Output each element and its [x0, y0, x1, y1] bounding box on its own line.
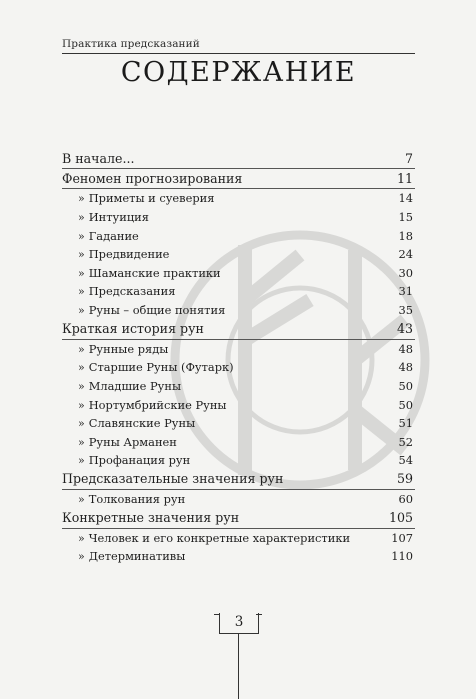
toc-entry-text: Руны Арманен — [88, 434, 177, 449]
toc-entry-text: Толкования рун — [88, 492, 186, 507]
toc-entry-label — [78, 451, 190, 471]
toc-section-entry — [62, 340, 415, 359]
toc-bullet-marker: » — [78, 342, 85, 356]
toc-page-number: 59 — [396, 471, 413, 487]
toc-bullet-marker: » — [78, 248, 85, 262]
toc-page-number: 60 — [398, 492, 413, 507]
toc-page-number: 31 — [398, 284, 413, 299]
toc-entry-text: Рунные ряды — [88, 341, 169, 356]
toc-entry-text: Гадание — [88, 228, 139, 243]
toc-entry-label — [78, 396, 227, 416]
toc-entry-label — [78, 358, 234, 378]
toc-entry-label — [78, 301, 225, 321]
toc-entry-text: Профанация рун — [88, 453, 191, 468]
toc-page-number: 18 — [398, 228, 413, 243]
toc-entry-label — [62, 150, 134, 169]
toc-page-number: 11 — [396, 170, 413, 186]
toc-entry-label — [78, 208, 149, 228]
toc-bullet-marker: » — [78, 266, 85, 280]
toc-bullet-marker: » — [78, 379, 85, 393]
toc-bullet-marker: » — [78, 435, 85, 449]
toc-chapter-entry — [62, 509, 415, 529]
toc-entry-label — [62, 170, 242, 189]
toc-chapter-entry — [62, 470, 415, 490]
toc-section-entry — [62, 529, 415, 548]
toc-entry-label — [78, 189, 214, 209]
toc-page-number: 24 — [398, 247, 413, 262]
toc-entry-label — [78, 490, 185, 510]
toc-entry-text: Славянские Руны — [88, 416, 196, 431]
toc-page-number: 51 — [398, 416, 413, 431]
toc-section-entry — [62, 547, 415, 566]
toc-page-number: 35 — [398, 302, 413, 317]
page-title: СОДЕРЖАНИЕ — [120, 57, 357, 88]
toc-entry-text: Человек и его конкретные характеристики — [88, 530, 351, 545]
table-of-contents — [62, 149, 415, 566]
footer-vertical-line — [238, 634, 239, 699]
toc-entry-label — [78, 529, 350, 549]
toc-entry-text: Краткая история рун — [62, 321, 204, 337]
toc-bullet-marker: » — [78, 398, 85, 412]
toc-page-number: 54 — [398, 453, 413, 468]
toc-page-number: 48 — [398, 341, 413, 356]
toc-page-number: 14 — [398, 191, 413, 206]
toc-entry-text: Младшие Руны — [88, 378, 182, 393]
toc-page-number: 30 — [398, 265, 413, 280]
toc-chapter-entry — [62, 170, 415, 190]
toc-section-entry — [62, 282, 415, 301]
toc-section-entry — [62, 189, 415, 208]
toc-entry-text: Нортумбрийские Руны — [88, 397, 227, 412]
header-rule — [62, 53, 415, 54]
toc-bullet-marker: » — [78, 531, 85, 545]
toc-entry-label — [78, 264, 221, 284]
toc-bullet-marker: » — [78, 192, 85, 206]
toc-entry-text: Интуиция — [88, 209, 149, 224]
toc-bullet-marker: » — [78, 285, 85, 299]
toc-entry-text: Приметы и суеверия — [88, 191, 215, 206]
toc-entry-label — [78, 414, 195, 434]
toc-section-entry — [62, 451, 415, 470]
toc-entry-text: Предсказания — [88, 284, 176, 299]
toc-page-number: 7 — [404, 150, 413, 166]
toc-entry-label — [78, 433, 177, 453]
toc-bullet-marker: » — [78, 361, 85, 375]
toc-section-entry — [62, 208, 415, 227]
toc-page-number: 15 — [398, 209, 413, 224]
toc-page-number: 107 — [391, 530, 413, 545]
toc-bullet-marker: » — [78, 303, 85, 317]
toc-section-entry — [62, 358, 415, 377]
toc-entry-label — [62, 509, 239, 528]
toc-page-number: 52 — [398, 434, 413, 449]
toc-entry-text: Феномен прогнозирования — [62, 170, 243, 186]
toc-entry-label — [78, 282, 175, 302]
toc-entry-label — [62, 470, 283, 489]
toc-entry-text: Детерминативы — [88, 549, 186, 564]
toc-bullet-marker: » — [78, 454, 85, 468]
toc-section-entry — [62, 490, 415, 509]
toc-bullet-marker: » — [78, 417, 85, 431]
toc-bullet-marker: » — [78, 493, 85, 507]
toc-entry-text: В начале... — [62, 150, 135, 166]
toc-entry-text: Конкретные значения рун — [62, 510, 240, 526]
toc-entry-text: Шаманские практики — [88, 265, 221, 280]
toc-section-entry — [62, 264, 415, 283]
toc-entry-label — [78, 227, 139, 247]
toc-bullet-marker: » — [78, 229, 85, 243]
toc-chapter-entry — [62, 150, 415, 170]
toc-bullet-marker: » — [78, 550, 85, 564]
toc-section-entry — [62, 227, 415, 246]
toc-page-number: 43 — [396, 321, 413, 337]
toc-bullet-marker: » — [78, 210, 85, 224]
toc-entry-label — [78, 340, 168, 360]
toc-entry-label — [62, 320, 204, 339]
running-header: Практика предсказаний — [62, 38, 200, 50]
toc-chapter-entry — [62, 320, 415, 340]
toc-page-number: 110 — [391, 549, 413, 564]
toc-page-number: 105 — [388, 510, 413, 526]
toc-section-entry — [62, 433, 415, 452]
toc-page-number: 48 — [398, 360, 413, 375]
toc-entry-text: Старшие Руны (Футарк) — [88, 360, 234, 375]
page-number: 3 — [219, 613, 259, 634]
toc-entry-label — [78, 377, 181, 397]
toc-entry-label — [78, 245, 169, 265]
toc-entry-text: Предвидение — [88, 247, 170, 262]
toc-page-number: 50 — [398, 397, 413, 412]
toc-section-entry — [62, 245, 415, 264]
toc-entry-text: Предсказательные значения рун — [62, 471, 284, 487]
toc-entry-text: Руны – общие понятия — [88, 302, 226, 317]
footer-rule-right — [256, 614, 262, 615]
toc-section-entry — [62, 377, 415, 396]
toc-section-entry — [62, 301, 415, 320]
toc-page-number: 50 — [398, 378, 413, 393]
toc-entry-label — [78, 547, 185, 567]
toc-section-entry — [62, 414, 415, 433]
toc-section-entry — [62, 396, 415, 415]
